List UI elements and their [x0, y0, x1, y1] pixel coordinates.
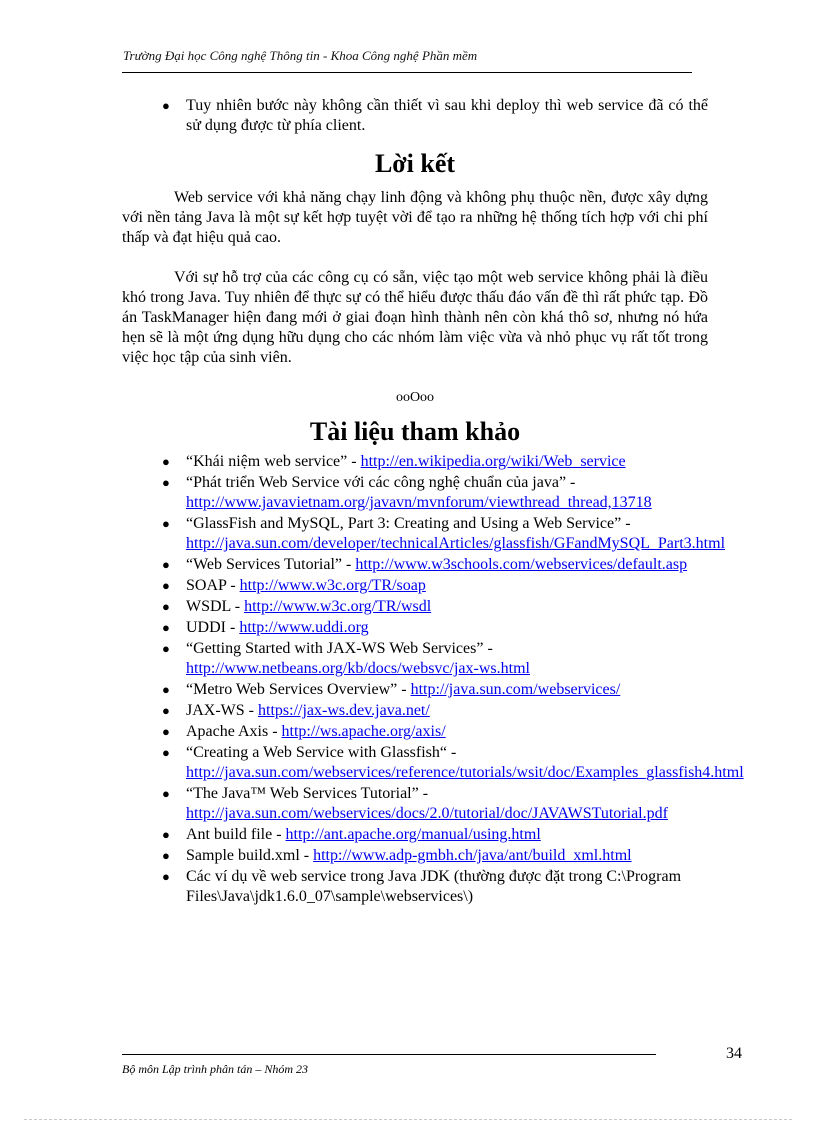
reference-label: Các ví dụ về web service trong Java JDK (thường được đặt trong C:\Program Files\Java\jdk1.6.0_07\sample\webservices\): [186, 868, 682, 905]
bullet-icon: ●: [162, 516, 170, 531]
reference-label: Ant build file -: [186, 826, 286, 843]
reference-item: [122, 784, 708, 824]
reference-item: [122, 701, 708, 721]
reference-item: [122, 680, 708, 700]
bullet-icon: ●: [162, 869, 170, 884]
section-separator: ooOoo: [395, 390, 435, 405]
reference-link[interactable]: http://en.wikipedia.org/wiki/Web_service: [360, 453, 626, 470]
reference-label: UDDI -: [186, 619, 240, 636]
reference-item: [122, 846, 708, 866]
bullet-icon: ●: [162, 786, 170, 801]
reference-label: “The Java™ Web Services Tutorial” -: [186, 785, 429, 802]
reference-item: [122, 825, 708, 845]
reference-link[interactable]: http://www.javavietnam.org/javavn/mvnforum/viewthread_thread,13718: [186, 494, 652, 511]
bullet-icon: ●: [162, 724, 170, 739]
reference-item: [122, 576, 708, 596]
reference-label: Apache Axis -: [186, 723, 282, 740]
reference-link[interactable]: http://www.uddi.org: [239, 619, 369, 636]
bullet-icon: ●: [162, 578, 170, 593]
reference-label: “Phát triển Web Service với các công nghệ chuẩn của java” -: [186, 474, 576, 491]
reference-link[interactable]: http://java.sun.com/webservices/reference/tutorials/wsit/doc/Examples_glassfish4.html: [186, 764, 744, 781]
reference-label: “Khái niệm web service” -: [186, 453, 361, 470]
bullet-icon: ●: [162, 827, 170, 842]
bullet-icon: ●: [162, 703, 170, 718]
reference-label: Sample build.xml -: [186, 847, 314, 864]
page-number: 34: [726, 1045, 742, 1062]
bullet-icon: ●: [162, 848, 170, 863]
reference-link[interactable]: http://java.sun.com/webservices/: [410, 681, 621, 698]
references-list: [122, 452, 744, 907]
reference-link[interactable]: http://ws.apache.org/axis/: [281, 723, 446, 740]
reference-item: [122, 743, 744, 783]
reference-label: “Metro Web Services Overview” -: [186, 681, 411, 698]
reference-label: “Creating a Web Service with Glassfish“ -: [186, 744, 457, 761]
bullet-icon: ●: [162, 454, 170, 469]
reference-link[interactable]: http://java.sun.com/developer/technicalArticles/glassfish/GFandMySQL_Part3.html: [186, 535, 726, 552]
footer-rule: [122, 1054, 656, 1055]
conclusion-paragraph: Web service với khả năng chạy linh động và không phụ thuộc nền, được xây dựng với nền tảng Java là một sự kết hợp tuyệt vời để tạo ra những hệ thống tích hợp với chi phí thấp và đạt hiệu quả cao.: [122, 189, 708, 246]
reference-label: WSDL -: [186, 598, 245, 615]
reference-item: [122, 555, 708, 575]
list-item: [122, 96, 708, 136]
reference-item: [122, 722, 708, 742]
reference-link[interactable]: http://www.netbeans.org/kb/docs/websvc/jax-ws.html: [186, 660, 530, 677]
header-rule: [122, 72, 692, 73]
reference-link[interactable]: http://www.w3c.org/TR/wsdl: [244, 598, 432, 615]
bullet-icon: ●: [162, 641, 170, 656]
reference-link[interactable]: https://jax-ws.dev.java.net/: [258, 702, 430, 719]
bullet-icon: ●: [162, 745, 170, 760]
page-content: [122, 96, 744, 908]
bullet-icon: ●: [162, 557, 170, 572]
intro-list: [122, 96, 708, 136]
reference-label: JAX-WS -: [186, 702, 258, 719]
bullet-icon: ●: [162, 599, 170, 614]
page-footer: Bộ môn Lập trình phân tán – Nhóm 23: [122, 1062, 309, 1076]
reference-item: [122, 618, 708, 638]
reference-label: “Web Services Tutorial” -: [186, 556, 356, 573]
reference-item: [122, 473, 708, 513]
bullet-icon: ●: [162, 475, 170, 490]
references-title: Tài liệu tham khảo: [309, 417, 521, 446]
reference-link[interactable]: http://ant.apache.org/manual/using.html: [285, 826, 541, 843]
reference-link[interactable]: http://www.w3c.org/TR/soap: [239, 577, 426, 594]
reference-item: [122, 639, 708, 679]
reference-item: [122, 452, 708, 472]
reference-item: [122, 514, 726, 554]
page-header: Trường Đại học Công nghệ Thông tin - Khoa Công nghệ Phần mềm: [123, 48, 478, 63]
reference-label: “Getting Started with JAX-WS Web Services” -: [186, 640, 493, 657]
reference-label: SOAP -: [186, 577, 240, 594]
conclusion-paragraph: Với sự hỗ trợ của các công cụ có sẵn, việc tạo một web service không phải là điều khó trong Java. Tuy nhiên để thực sự có thể hiểu được thấu đáo vấn đề thì rất phức tạp. Đồ án TaskManager hiện đang mới ở giai đoạn hình thành nên còn khá thô sơ, nhưng nó hứa hẹn sẽ là một ứng dụng hữu dụng cho các nhóm làm việc vừa và nhỏ phục vụ rất tốt trong việc học tập của sinh viên.: [122, 269, 708, 366]
bullet-icon: ●: [162, 98, 170, 113]
conclusion-title: Lời kết: [374, 149, 456, 178]
reference-item: [122, 867, 708, 907]
page-break-line: [24, 1119, 792, 1120]
reference-link[interactable]: http://java.sun.com/webservices/docs/2.0/tutorial/doc/JAVAWSTutorial.pdf: [186, 805, 668, 822]
reference-link[interactable]: http://www.w3schools.com/webservices/default.asp: [355, 556, 688, 573]
reference-label: “GlassFish and MySQL, Part 3: Creating and Using a Web Service” -: [186, 515, 631, 532]
reference-link[interactable]: http://www.adp-gmbh.ch/java/ant/build_xml.html: [313, 847, 632, 864]
bullet-text: Tuy nhiên bước này không cần thiết vì sau khi deploy thì web service đã có thể sử dụng được từ phía client.: [186, 97, 708, 134]
reference-item: [122, 597, 708, 617]
bullet-icon: ●: [162, 682, 170, 697]
bullet-icon: ●: [162, 620, 170, 635]
